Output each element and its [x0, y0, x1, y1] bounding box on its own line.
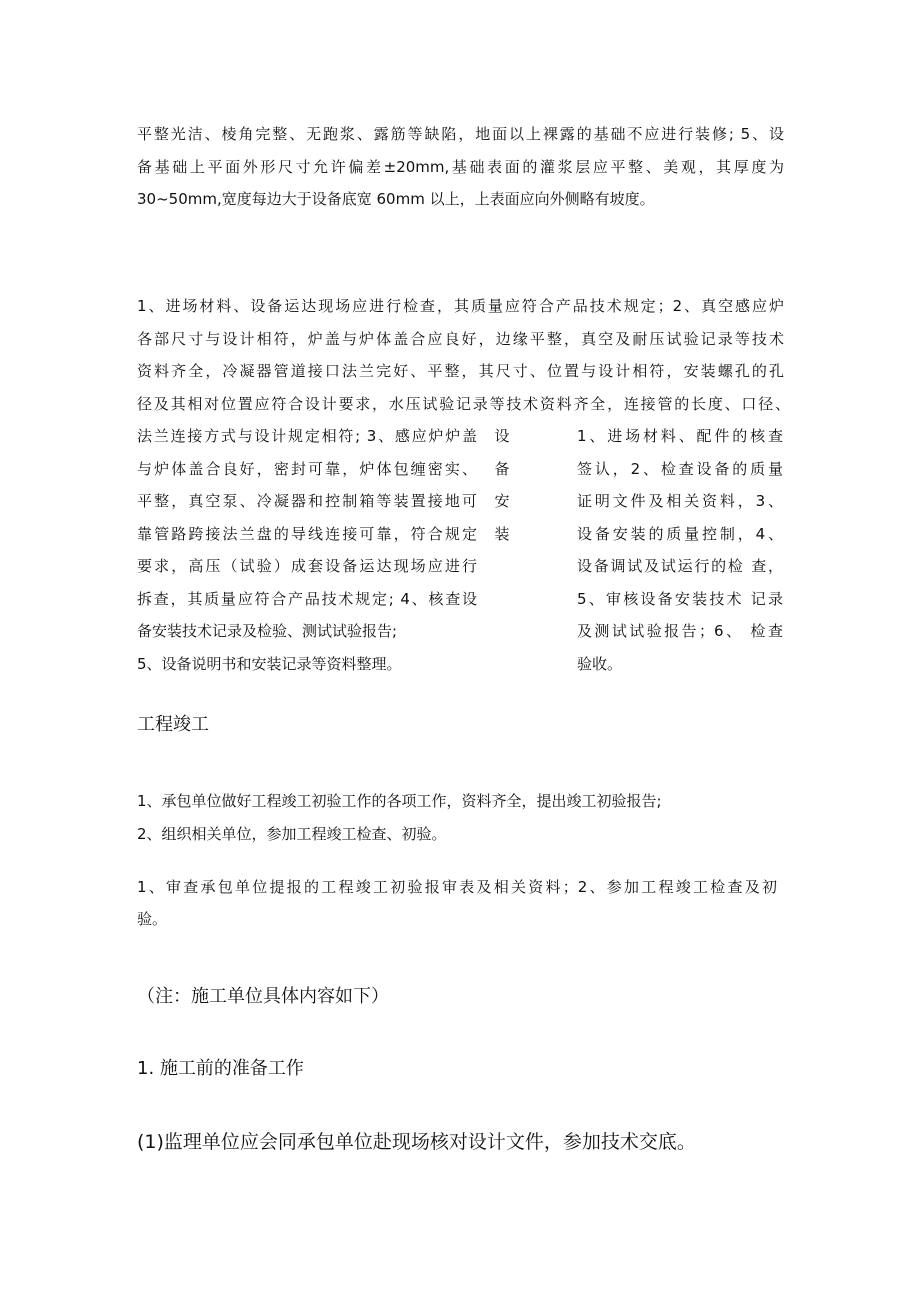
left-column-line: 5、设备说明书和安装记录等资料整理。 [137, 654, 402, 673]
paragraph-1-line-3: 30~50mm,宽度每边大于设备底宽 60mm 以上，上表面应向外侧略有坡度。 [137, 190, 655, 208]
left-column-line: 拆查，其质量应符合产品技术规定; 4、核查设 [137, 589, 477, 608]
paragraph-1-line-1: 平整光洁、棱角完整、无跑浆、露筋等缺陷，地面以上裸露的基础不应进行装修; 5、设 [137, 125, 784, 143]
paragraph-3-line-1: 1、承包单位做好工程竣工初验工作的各项工作，资料齐全，提出竣工初验报告; [137, 792, 662, 810]
left-column [137, 426, 477, 686]
right-column-line: 5、审核设备安装技术 记录 [577, 589, 783, 608]
left-column-line: 备安装技术记录及检验、测试试验报告; [137, 622, 398, 640]
right-column-line: 设备调试及试运行的检 查， [577, 557, 783, 575]
middle-column-char: 备 [494, 459, 510, 478]
paragraph-1-line-2: 备基础上平面外形尺寸允许偏差±20mm,基础表面的灌浆层应平整、美观，其厚度为 [137, 158, 784, 176]
paragraph-3-line-2: 2、组织相关单位，参加工程竣工检查、初验。 [137, 825, 447, 843]
left-column-line: 平整，真空泵、冷凝器和控制箱等装置接地可 [137, 492, 477, 510]
paragraph-2-line-1: 1、进场材料、设备运达现场应进行检查，其质量应符合产品技术规定；2、真空感应炉 [137, 297, 784, 315]
paragraph-4-line-1: 1、审查承包单位提报的工程竣工初验报审表及相关资料；2、参加工程竣工检查及初 [137, 878, 777, 896]
middle-column-char: 设 [494, 427, 510, 445]
paragraph-2-line-4: 径及其相对位置应符合设计要求，水压试验记录等技术资料齐全，连接管的长度、口径、 [137, 395, 790, 413]
middle-column-char: 装 [494, 524, 510, 543]
note-heading: （注：施工单位具体内容如下） [137, 986, 389, 1007]
left-column-line: 要求，高压（试验）成套设备运达现场应进行 [137, 557, 477, 575]
right-column-line: 证明文件及相关资料，3、 [577, 492, 783, 510]
right-column-line: 签认，2、检查设备的质量 [577, 459, 783, 478]
right-column [577, 426, 783, 686]
subheading-item-1: (1)监理单位应会同承包单位赴现场核对设计文件，参加技术交底。 [137, 1131, 696, 1153]
right-column-line: 1、进场材料、配件的核查 [577, 427, 783, 445]
paragraph-4-line-2: 验。 [137, 910, 168, 928]
section-title: 工程竣工 [137, 714, 209, 735]
left-column-line: 与炉体盖合良好，密封可靠，炉体包缠密实、 [137, 459, 477, 478]
paragraph-2-line-3: 资料齐全，冷凝器管道接口法兰完好、平整，其尺寸、位置与设计相符，安装螺孔的孔 [137, 362, 784, 380]
middle-column-label [492, 426, 512, 556]
right-column-line: 验收。 [577, 654, 623, 673]
subheading-preparation: 1. 施工前的准备工作 [137, 1058, 304, 1079]
paragraph-2-line-2: 各部尺寸与设计相符，炉盖与炉体盖合应良好，边缘平整，真空及耐压试验记录等技术 [137, 330, 784, 348]
left-column-line: 法兰连接方式与设计规定相符; 3、感应炉炉盖 [137, 427, 477, 445]
right-column-line: 及测试试验报告；6、 检查 [577, 622, 783, 640]
left-column-line: 靠管路跨接法兰盘的导线连接可靠，符合规定 [137, 524, 477, 543]
right-column-line: 设备安装的质量控制，4、 [577, 524, 783, 543]
middle-column-char: 安 [494, 492, 510, 510]
